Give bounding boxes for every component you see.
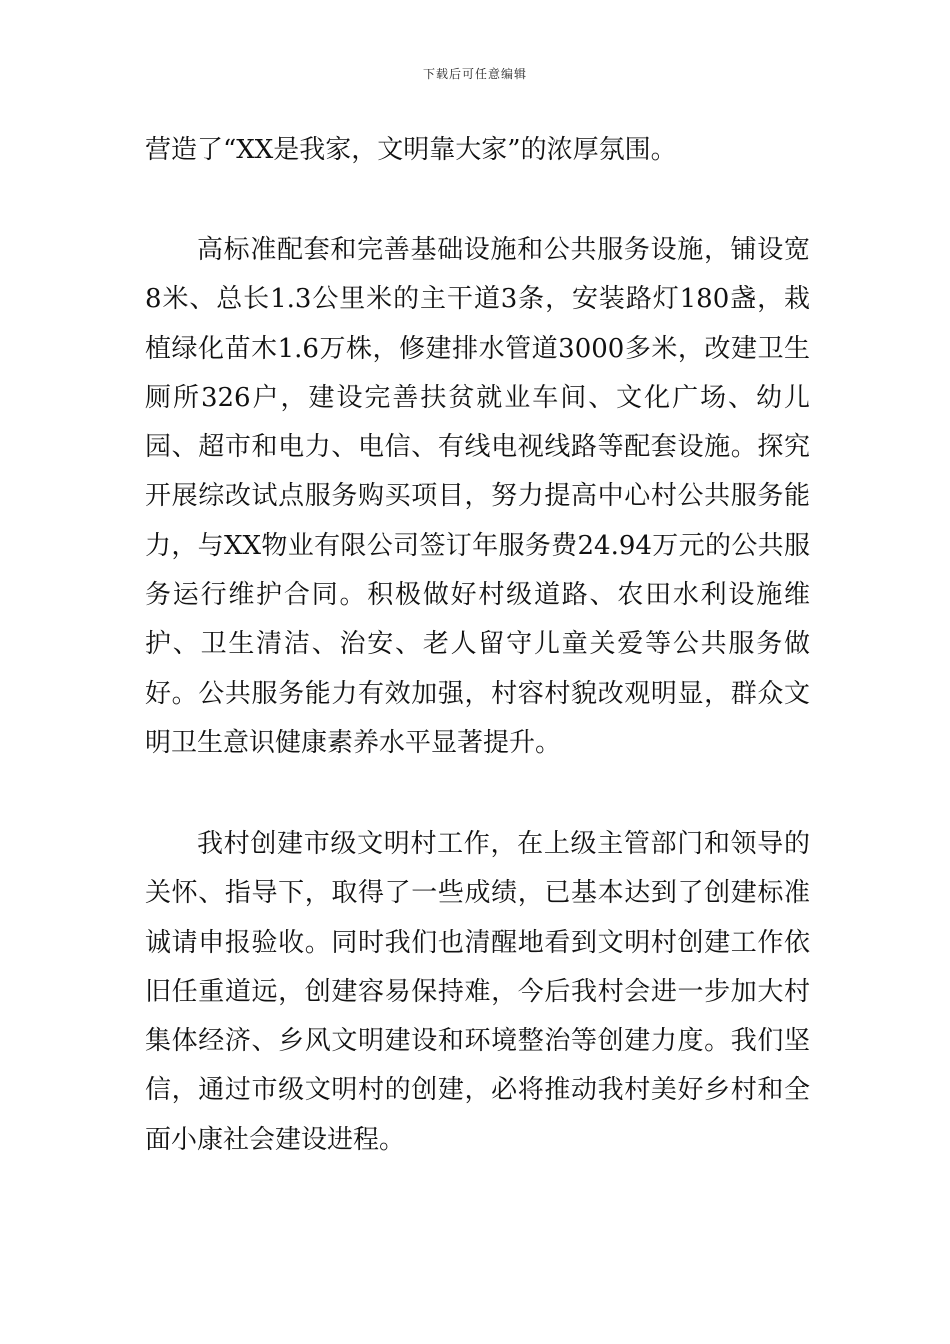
paragraph-conclusion: 我村创建市级文明村工作，在上级主管部门和领导的关怀、指导下，取得了一些成绩，已基本达到了创建标准诚请申报验收。同时我们也清醒地看到文明村创建工作依旧任重道远，创建容易保持难，今后我村会进一步加大村集体经济、乡风文明建设和环境整治等创建力度。我们坚信，通过市级文明村的创建，必将推动我村美好乡村和全面小康社会建设进程。 [145, 829, 810, 1155]
header-note: 下载后可任意编辑 [422, 67, 527, 81]
paragraph-continuation: 营造了“XX是我家，文明靠大家”的浓厚氛围。 [145, 135, 677, 165]
paragraph-infrastructure: 高标准配套和完善基础设施和公共服务设施，铺设宽8米、总长1.3公里米的主干道3条，安装路灯180盏，栽植绿化苗木1.6万株，修建排水管道3000多米，改建卫生厕所326户，建设完善扶贫就业车间、文化广场、幼儿园、超市和电力、电信、有线电视线路等配套设施。探究开展综改试点服务购买项目，努力提高中心村公共服务能力，与XX物业有限公司签订年服务费24.94万元的公共服务运行维护合同。积极做好村级道路、农田水利设施维护、卫生清洁、治安、老人留守儿童关爱等公共服务做好。公共服务能力有效加强，村容村貌改观明显，群众文明卫生意识健康素养水平显著提升。 [145, 235, 810, 758]
